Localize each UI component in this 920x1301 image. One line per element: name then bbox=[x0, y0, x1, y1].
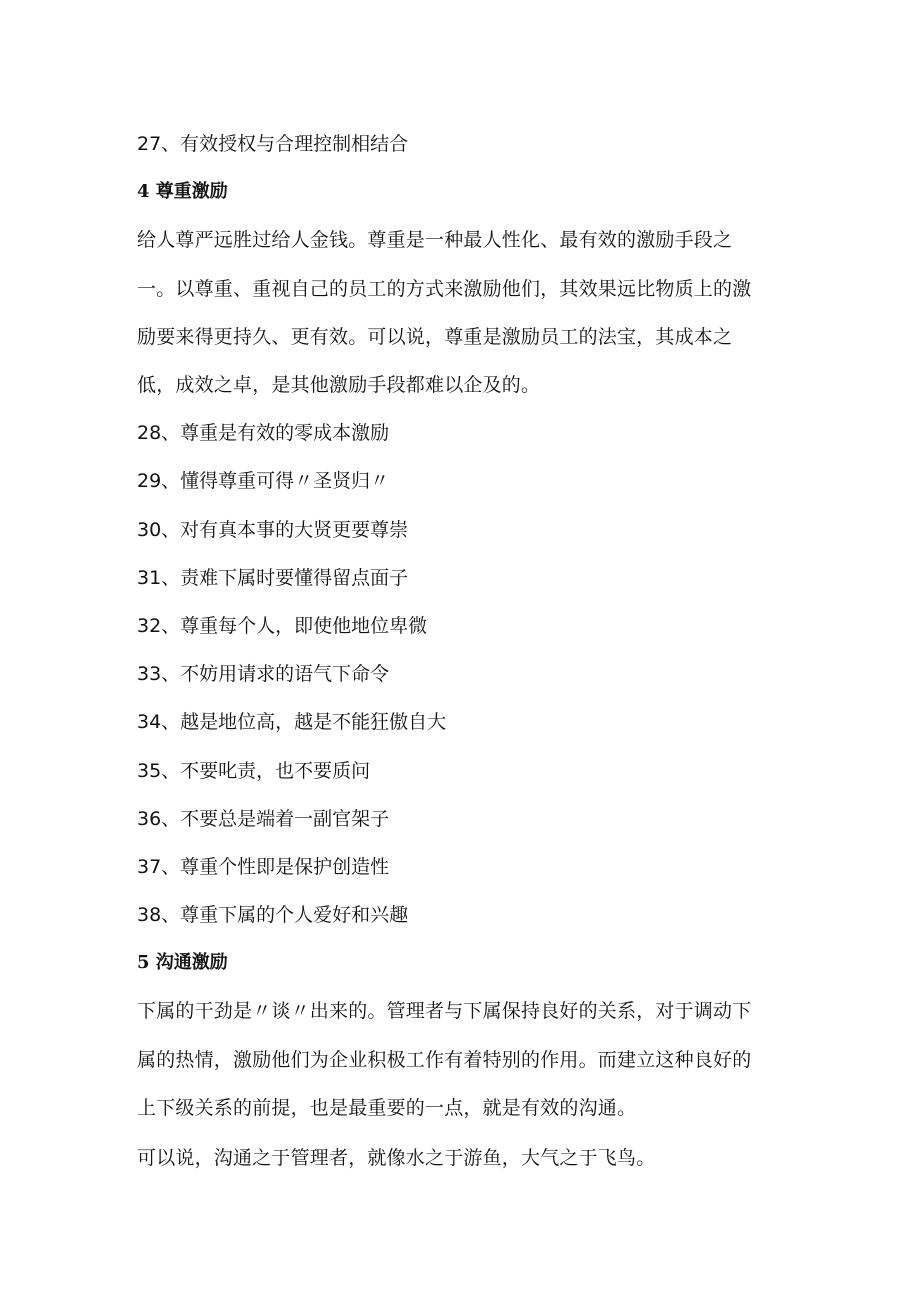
paragraph-line bbox=[137, 1036, 787, 1084]
paragraph-line-text: 下属的干劲是〃谈〃出来的。管理者与下属保持良好的关系，对于调动下 bbox=[137, 1000, 752, 1023]
list-item bbox=[137, 457, 787, 505]
list-item-text: 37、尊重个性即是保护创造性 bbox=[137, 855, 390, 878]
paragraph-line-text: 低，成效之卓，是其他激励手段都难以企及的。 bbox=[137, 374, 541, 397]
paragraph-line bbox=[137, 265, 787, 313]
paragraph-line-text: 一。以尊重、重视自己的员工的方式来激励他们，其效果远比物质上的激 bbox=[137, 277, 752, 300]
list-item bbox=[137, 843, 787, 891]
list-item-text: 33、不妨用请求的语气下命令 bbox=[137, 663, 390, 686]
list-item-text: 30、对有真本事的大贤更要尊崇 bbox=[137, 518, 409, 541]
list-item-text: 32、尊重每个人，即使他地位卑微 bbox=[137, 614, 428, 637]
paragraph-line-text: 属的热情，激励他们为企业积极工作有着特别的作用。而建立这种良好的 bbox=[137, 1048, 752, 1071]
list-item bbox=[137, 506, 787, 554]
list-item-text: 28、尊重是有效的零成本激励 bbox=[137, 422, 390, 445]
document-content bbox=[137, 120, 787, 1184]
list-item-text: 31、责难下属时要懂得留点面子 bbox=[137, 566, 409, 589]
list-item-text: 36、不要总是端着一副官架子 bbox=[137, 807, 390, 830]
section-4-heading-row bbox=[137, 168, 787, 216]
paragraph-line-text: 励要来得更持久、更有效。可以说，尊重是激励员工的法宝，其成本之 bbox=[137, 325, 733, 348]
section-4-list bbox=[137, 409, 787, 939]
section-5-heading-row bbox=[137, 939, 787, 987]
list-item-text: 34、越是地位高，越是不能狂傲自大 bbox=[137, 711, 447, 734]
list-item bbox=[137, 554, 787, 602]
list-item bbox=[137, 650, 787, 698]
list-item bbox=[137, 120, 787, 168]
closing-paragraph bbox=[137, 1132, 787, 1184]
section-heading: 4 尊重激励 bbox=[137, 181, 228, 203]
paragraph-line bbox=[137, 361, 787, 409]
list-item bbox=[137, 891, 787, 939]
list-item bbox=[137, 795, 787, 843]
list-item-text: 38、尊重下属的个人爱好和兴趣 bbox=[137, 904, 409, 927]
list-item-text: 35、不要叱责，也不要质问 bbox=[137, 759, 371, 782]
paragraph-line bbox=[137, 1084, 787, 1132]
paragraph-line-text: 给人尊严远胜过给人金钱。尊重是一种最人性化、最有效的激励手段之 bbox=[137, 229, 733, 252]
list-item bbox=[137, 409, 787, 457]
paragraph-line bbox=[137, 987, 787, 1035]
list-item bbox=[137, 602, 787, 650]
list-item bbox=[137, 746, 787, 794]
section-4-paragraph bbox=[137, 216, 787, 409]
paragraph-line-text: 上下级关系的前提，也是最重要的一点，就是有效的沟通。 bbox=[137, 1096, 637, 1119]
paragraph-line bbox=[137, 216, 787, 264]
paragraph-line bbox=[137, 313, 787, 361]
list-item-text: 27、有效授权与合理控制相结合 bbox=[137, 133, 409, 156]
list-item-text: 29、懂得尊重可得〃圣贤归〃 bbox=[137, 470, 390, 493]
section-5-paragraph bbox=[137, 987, 787, 1132]
paragraph-line-text: 可以说，沟通之于管理者，就像水之于游鱼，大气之于飞鸟。 bbox=[137, 1146, 656, 1169]
section-heading: 5 沟通激励 bbox=[137, 952, 228, 974]
list-item bbox=[137, 698, 787, 746]
